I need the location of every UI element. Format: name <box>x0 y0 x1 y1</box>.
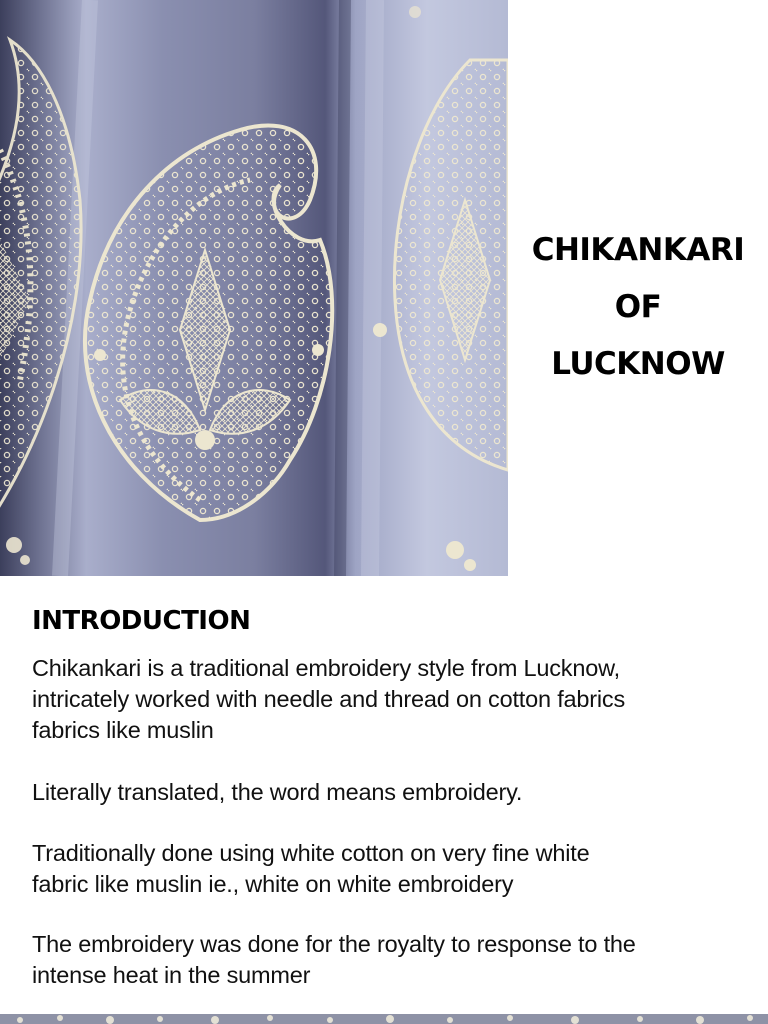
title-line: LUCKNOW <box>551 346 725 382</box>
intro-paragraph-4 <box>32 929 752 991</box>
slide-title <box>508 222 768 393</box>
intro-paragraph-2 <box>32 777 752 808</box>
text-line: The embroidery was done for the royalty to response to the <box>32 931 636 957</box>
intro-paragraph-3 <box>32 838 752 900</box>
text-line: intricately worked with needle and thread on cotton fabrics <box>32 686 626 712</box>
text-line: fabrics like muslin <box>32 717 214 743</box>
title-line: OF <box>614 289 662 325</box>
title-line: CHIKANKARI <box>531 232 745 268</box>
text-line: Chikankari is a traditional embroidery style from Lucknow, <box>32 655 620 681</box>
text-line: Traditionally done using white cotton on very fine white <box>32 840 590 866</box>
intro-paragraph-1 <box>32 653 752 746</box>
text-line: intense heat in the summer <box>32 962 311 988</box>
chikankari-embroidery-image <box>0 0 508 576</box>
text-line: Literally translated, the word means embroidery. <box>32 779 523 805</box>
introduction-heading: INTRODUCTION <box>32 606 251 636</box>
next-slide-edge-image <box>0 1014 768 1024</box>
text-line: fabric like muslin ie., white on white embroidery <box>32 871 514 897</box>
